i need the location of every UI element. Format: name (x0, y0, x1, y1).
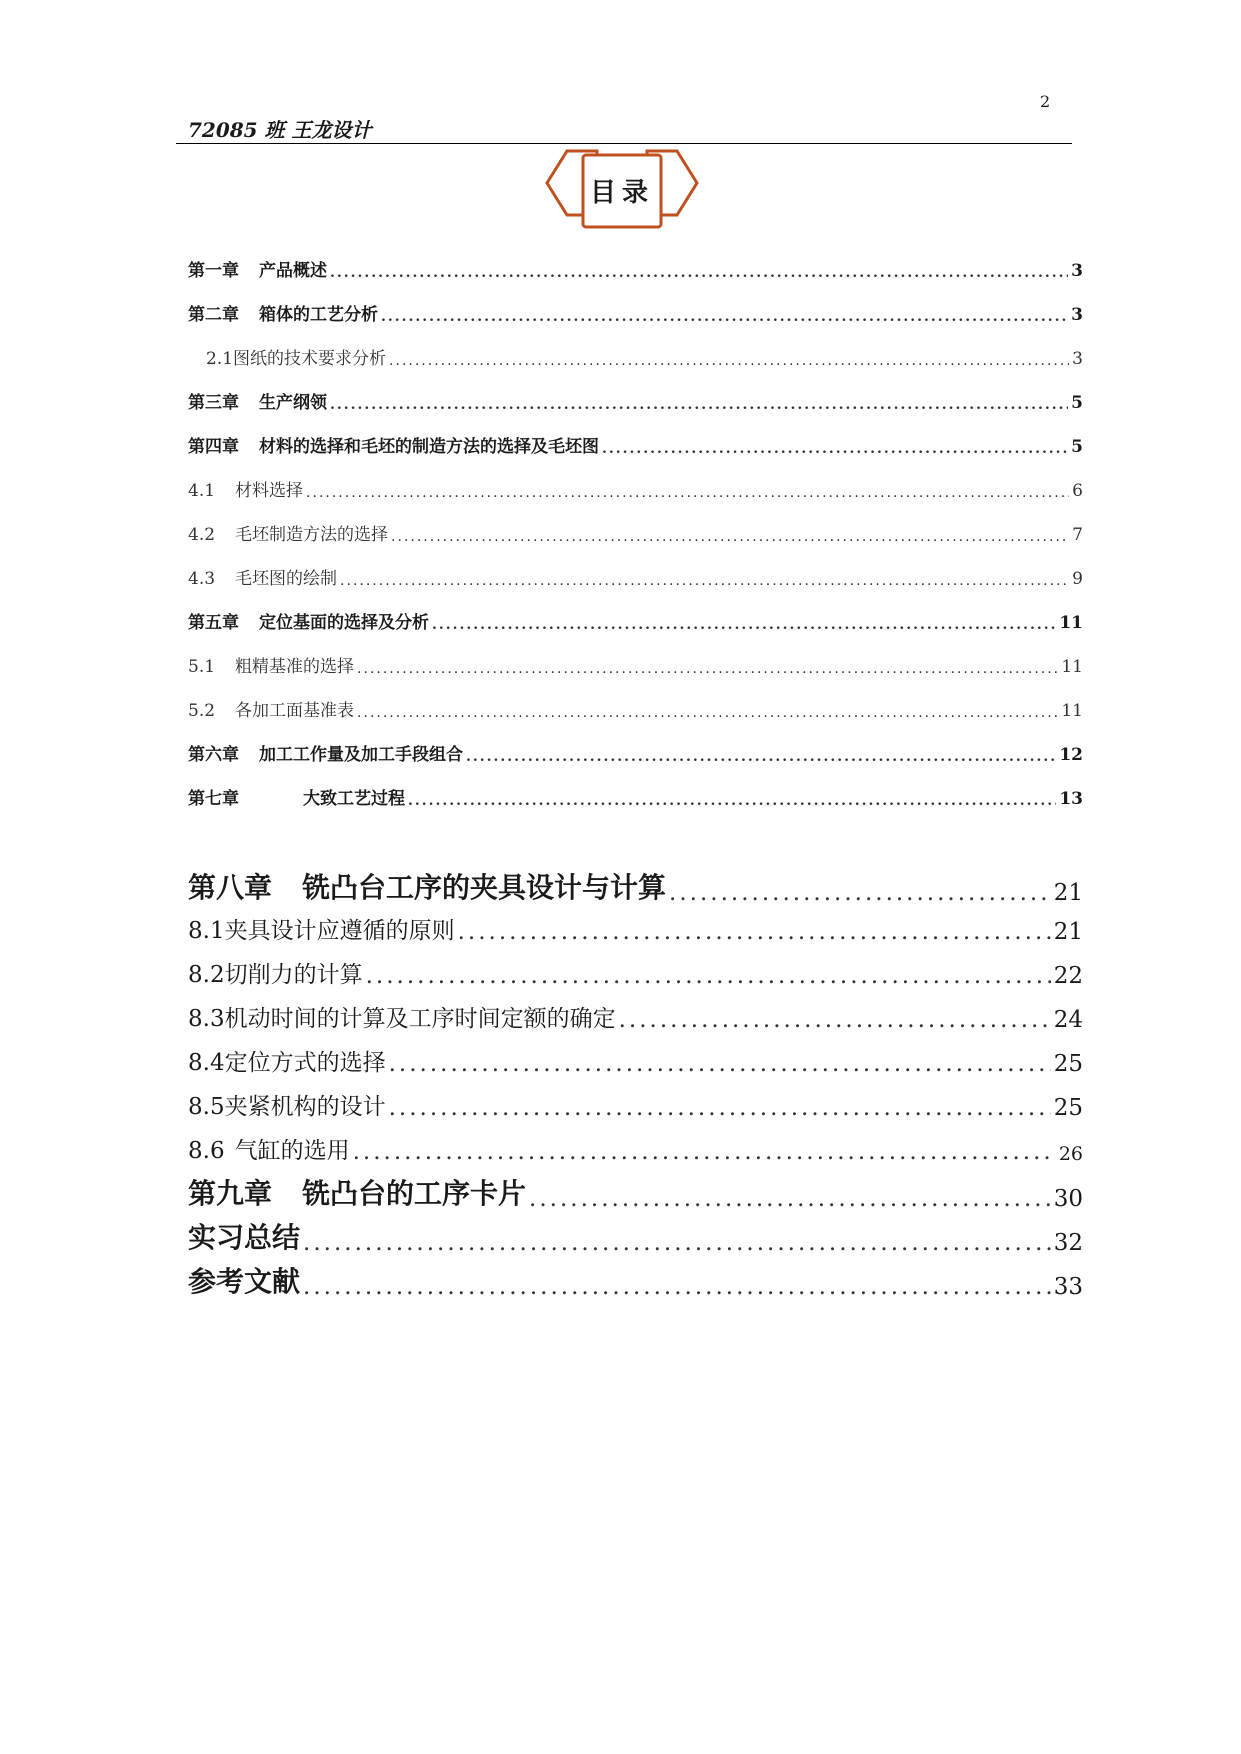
banner-text: 目录 (589, 178, 655, 208)
toc-entry-4-2[interactable]: 4.2 毛坯制造方法的选择 ..... 7 (188, 520, 1083, 545)
toc-entry-8-5[interactable]: 8.5夹紧机构的设计 ..... 25 (188, 1088, 1083, 1121)
header-rule (176, 143, 1072, 144)
toc-entry-ch7[interactable]: 第七章 大致工艺过程 ..... 13 (188, 784, 1083, 809)
toc-entry-2-1[interactable]: 2.1图纸的技术要求分析 ..... 3 (206, 344, 1083, 369)
toc-entry-summary[interactable]: 实习总结 ..... 32 (188, 1216, 1083, 1256)
toc-entry-ch6[interactable]: 第六章 加工工作量及加工手段组合 ..... 12 (188, 740, 1083, 765)
toc-entry-8-4[interactable]: 8.4定位方式的选择 ..... 25 (188, 1044, 1083, 1077)
toc-entry-4-1[interactable]: 4.1 材料选择 ..... 6 (188, 476, 1083, 501)
toc-entry-8-3[interactable]: 8.3机动时间的计算及工序时间定额的确定 ..... 24 (188, 1000, 1083, 1033)
toc-entry-ch1[interactable]: 第一章 产品概述 ..... 3 (188, 256, 1083, 281)
toc-entry-ch2[interactable]: 第二章 箱体的工艺分析 ..... 3 (188, 300, 1083, 325)
toc-entry-8-1[interactable]: 8.1夹具设计应遵循的原则 ..... 21 (188, 912, 1083, 945)
toc-entry-references[interactable]: 参考文献 ..... 33 (188, 1260, 1083, 1300)
toc-entry-ch3[interactable]: 第三章 生产纲领 ..... 5 (188, 388, 1083, 413)
toc-entry-8-6[interactable]: 8.6 气缸的选用 ..... 26 (188, 1132, 1083, 1165)
page-number: 2 (1040, 92, 1051, 111)
toc-banner (545, 149, 699, 231)
toc-entry-ch5[interactable]: 第五章 定位基面的选择及分析 ..... 11 (188, 608, 1083, 633)
toc-entry-8-2[interactable]: 8.2切削力的计算 ..... 22 (188, 956, 1083, 989)
toc-entry-ch9[interactable]: 第九章 铣凸台的工序卡片 ..... 30 (188, 1172, 1083, 1212)
toc-entry-ch4[interactable]: 第四章 材料的选择和毛坯的制造方法的选择及毛坯图 ..... 5 (188, 432, 1083, 457)
header-title: 72085 班 王龙设计 (188, 118, 372, 142)
toc-entry-4-3[interactable]: 4.3 毛坯图的绘制 ..... 9 (188, 564, 1083, 589)
toc-entry-5-1[interactable]: 5.1 粗精基准的选择 ..... 11 (188, 652, 1083, 677)
toc-entry-ch8[interactable]: 第八章 铣凸台工序的夹具设计与计算 ..... 21 (188, 866, 1083, 906)
toc-entry-5-2[interactable]: 5.2 各加工面基准表 ..... 11 (188, 696, 1083, 721)
